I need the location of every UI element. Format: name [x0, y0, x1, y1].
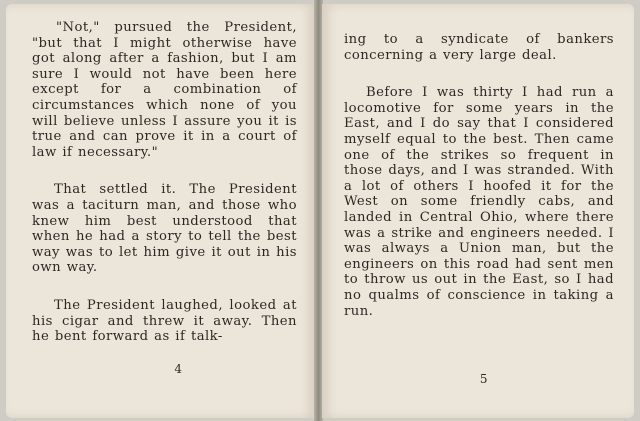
right-paragraph-1: ing to a syndicate of bankers concerning a very large deal.	[344, 32, 614, 63]
paragraph-spacer	[32, 160, 297, 182]
right-page-number: 5	[479, 372, 489, 387]
left-paragraph-1: "Not," pursued the President, "but that I might otherwise have got along after a fashion, but I am sure I would not have been here except for a combination of circumstances which none of you will believe unless I assure you it is true and can prove it in a court of law if necessary."	[32, 20, 297, 160]
right-page	[322, 4, 634, 418]
paragraph-spacer	[344, 63, 614, 85]
left-page-number: 4	[174, 362, 183, 377]
left-paragraph-3: The President laughed, looked at his cigar and threw it away. Then he bent forward as if talk-	[32, 297, 297, 345]
paragraph-spacer	[32, 276, 297, 298]
right-paragraph-2: Before I was thirty I had run a locomotive for some years in the East, and I do say that I considered myself equal to the best. Then came one of the strikes so frequent in those days, and I was stranded. With a lot of others I hoofed it for the West on some friendly cabs, and landed in Central Ohio, where there was a strike and engineers needed. I was always a Union man, but the engineers on this road had sent men to throw us out in the East, so I had no qualms of conscience in taking a run.	[344, 85, 614, 319]
left-paragraph-2: That settled it. The President was a taciturn man, and those who knew him best understood that when he had a story to tell the best way was to let him give it out in his own way.	[32, 182, 297, 276]
left-page	[6, 4, 315, 418]
